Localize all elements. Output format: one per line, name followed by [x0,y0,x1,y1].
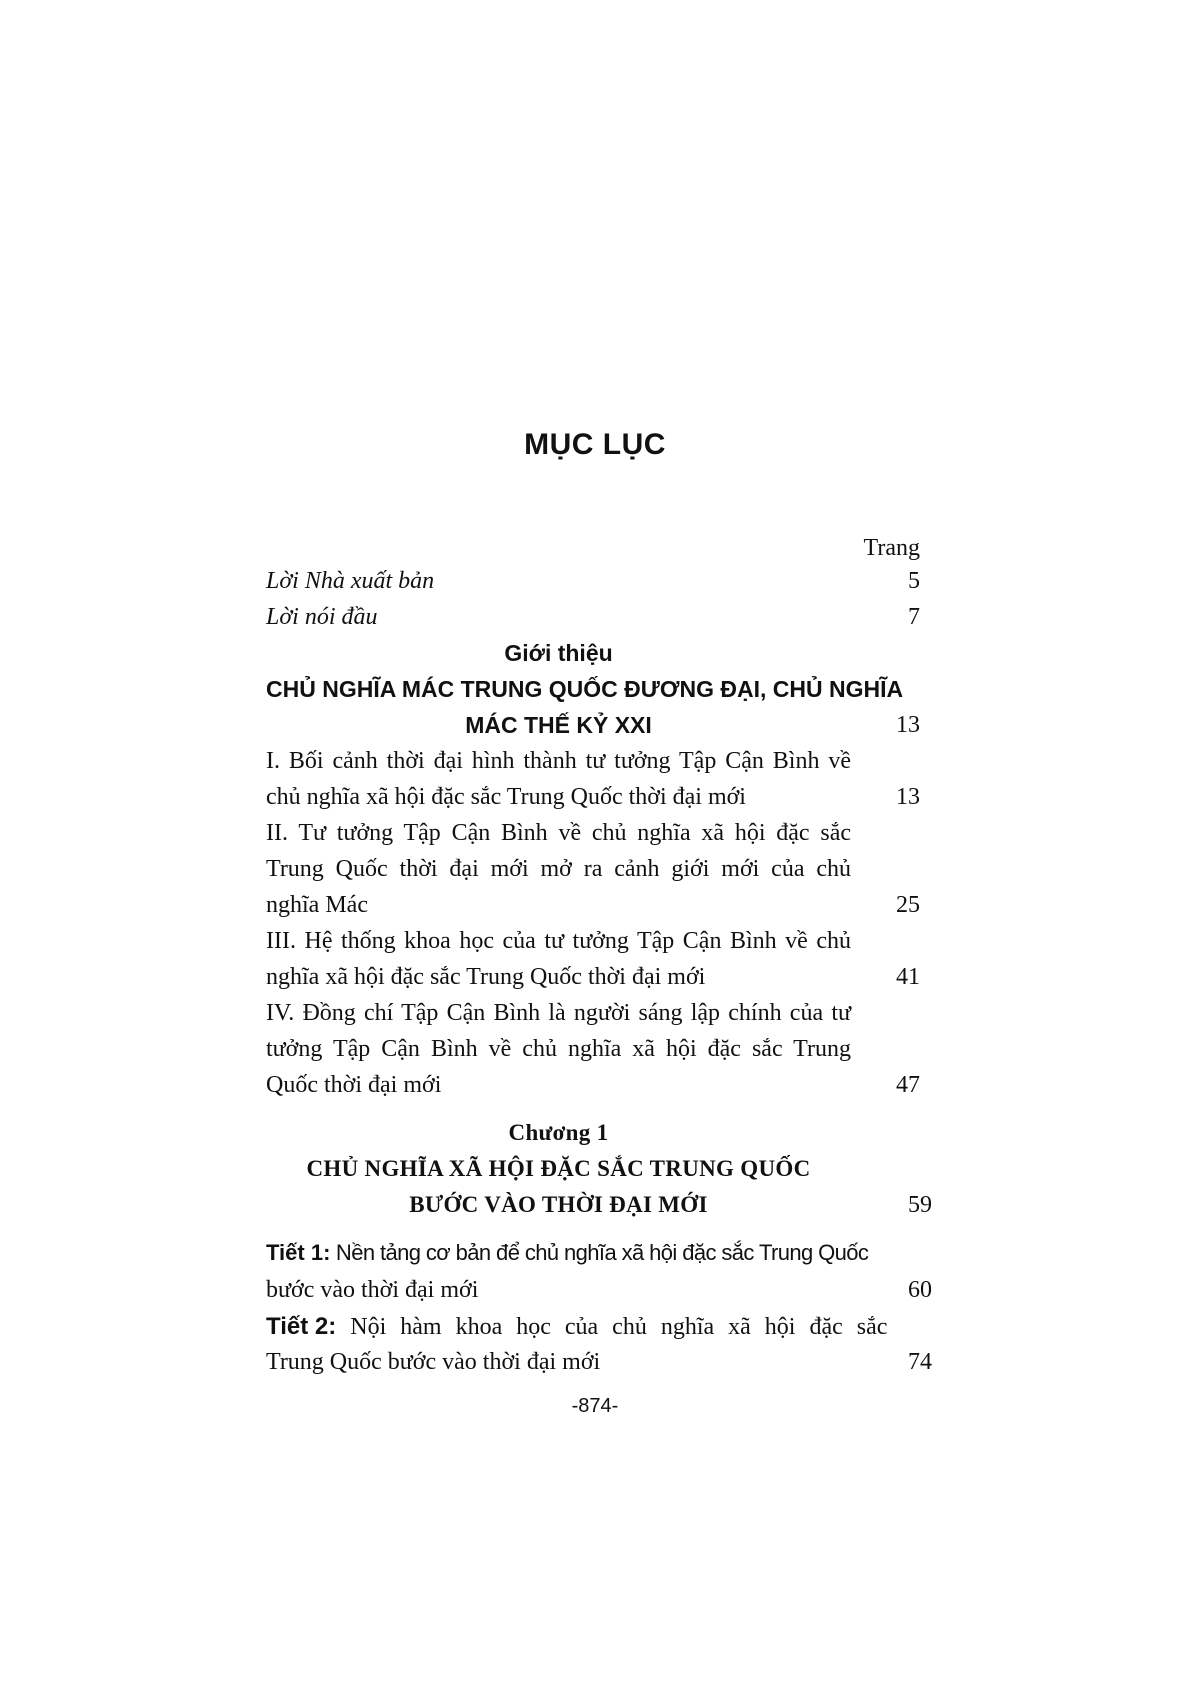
toc-item-line: III. Hệ thống khoa học của tư tưởng Tập Cận Bình về chủ [266,928,851,954]
toc-entry-page: 5 [908,568,920,594]
section-text: Nền tảng cơ bản để chủ nghĩa xã hội đặc sắc Trung Quốc [330,1240,869,1265]
toc-item-page: 41 [896,964,920,990]
toc-entry-label: Lời nói đầu [266,604,378,630]
toc-item-line: Quốc thời đại mới [266,1072,442,1098]
toc-item-line: chủ nghĩa xã hội đặc sắc Trung Quốc thời đại mới [266,784,746,810]
chapter-page: 59 [908,1192,932,1218]
section-page: 60 [908,1277,932,1303]
toc-entry-page: 7 [908,604,920,630]
toc-item-line: Trung Quốc thời đại mới mở ra cảnh giới mới của chủ [266,856,851,882]
section-text: Nội hàm khoa học của chủ nghĩa xã hội đặc sắc [336,1314,888,1340]
toc-item-line: tưởng Tập Cận Bình về chủ nghĩa xã hội đặc sắc Trung [266,1036,851,1062]
toc-item-line: nghĩa xã hội đặc sắc Trung Quốc thời đại mới [266,964,706,990]
section-page: 74 [908,1349,932,1375]
chapter-heading: Chương 1 [508,1120,609,1145]
chapter-title-line: CHỦ NGHĨA XÃ HỘI ĐẶC SẮC TRUNG QUỐC [306,1156,811,1181]
toc-item-line: nghĩa Mác [266,892,368,918]
section-label: Tiết 2: [266,1313,337,1340]
toc-item-page: 47 [896,1072,920,1098]
intro-heading: Giới thiệu [504,640,613,666]
intro-page: 13 [896,712,920,738]
intro-title-line: MÁC THẾ KỶ XXI [465,712,652,738]
section-line [266,1313,888,1341]
page-title: MỤC LỤC [524,428,666,461]
section-line [266,1240,869,1266]
toc-item-page: 13 [896,784,920,810]
page-number-footer: -874- [571,1395,619,1417]
section-line: bước vào thời đại mới [266,1277,479,1303]
toc-item-line: I. Bối cảnh thời đại hình thành tư tưởng Tập Cận Bình về [266,748,851,774]
toc-item-line: IV. Đồng chí Tập Cận Bình là người sáng lập chính của tư [266,1000,851,1026]
toc-item-line: II. Tư tưởng Tập Cận Bình về chủ nghĩa xã hội đặc sắc [266,820,851,846]
page-column-header: Trang [863,535,920,561]
intro-title-line: CHỦ NGHĨA MÁC TRUNG QUỐC ĐƯƠNG ĐẠI, CHỦ NGHĨA [266,676,904,702]
section-label: Tiết 1: [266,1240,331,1265]
chapter-title-line: BƯỚC VÀO THỜI ĐẠI MỚI [409,1192,708,1217]
toc-item-page: 25 [896,892,920,918]
section-line: Trung Quốc bước vào thời đại mới [266,1349,601,1375]
toc-entry-label: Lời Nhà xuất bản [266,568,435,594]
